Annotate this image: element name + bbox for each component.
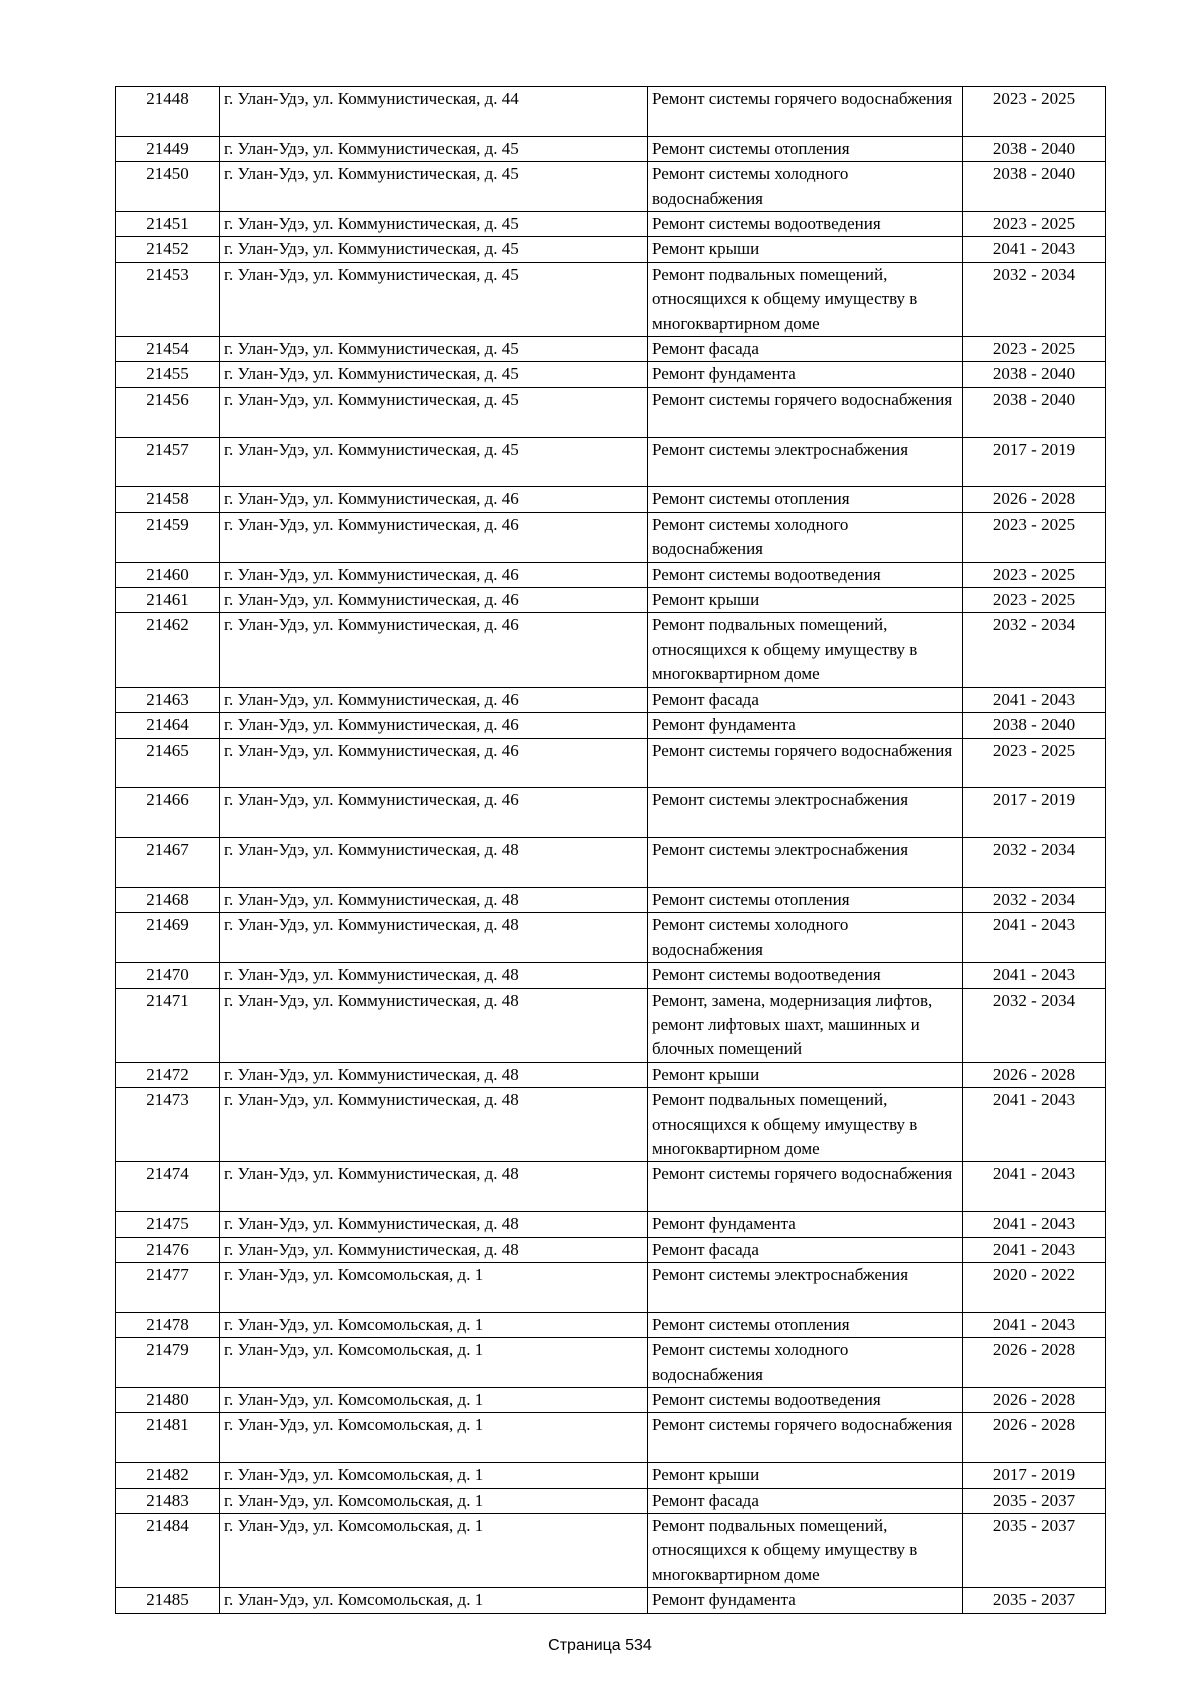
work-type-cell: Ремонт системы горячего водоснабжения: [648, 1413, 963, 1463]
work-type-cell: Ремонт крыши: [648, 588, 963, 613]
table-row: [116, 162, 1106, 212]
table-row: [116, 738, 1106, 788]
work-type-cell: Ремонт крыши: [648, 1463, 963, 1488]
period-cell: 2023 - 2025: [963, 738, 1106, 788]
record-number-cell: 21483: [116, 1488, 220, 1513]
table-row: [116, 562, 1106, 587]
address-cell: г. Улан-Удэ, ул. Комсомольская, д. 1: [220, 1312, 648, 1337]
record-number-cell: 21451: [116, 212, 220, 237]
address-cell: г. Улан-Удэ, ул. Коммунистическая, д. 45: [220, 337, 648, 362]
period-cell: 2038 - 2040: [963, 136, 1106, 161]
record-number-cell: 21450: [116, 162, 220, 212]
record-number-cell: 21461: [116, 588, 220, 613]
page-number: Страница 534: [548, 1637, 652, 1654]
record-number-cell: 21465: [116, 738, 220, 788]
work-type-cell: Ремонт системы отопления: [648, 136, 963, 161]
table-body: [116, 87, 1106, 1614]
table-row: [116, 963, 1106, 988]
work-type-cell: Ремонт подвальных помещений, относящихся к общему имуществу в многоквартирном доме: [648, 613, 963, 687]
record-number-cell: 21462: [116, 613, 220, 687]
period-cell: 2017 - 2019: [963, 1463, 1106, 1488]
address-cell: г. Улан-Удэ, ул. Коммунистическая, д. 48: [220, 1212, 648, 1237]
period-cell: 2023 - 2025: [963, 512, 1106, 562]
address-cell: г. Улан-Удэ, ул. Комсомольская, д. 1: [220, 1463, 648, 1488]
table-row: [116, 1514, 1106, 1588]
address-cell: г. Улан-Удэ, ул. Коммунистическая, д. 44: [220, 87, 648, 137]
address-cell: г. Улан-Удэ, ул. Комсомольская, д. 1: [220, 1588, 648, 1613]
repair-schedule-table: [115, 86, 1106, 1614]
address-cell: г. Улан-Удэ, ул. Коммунистическая, д. 48: [220, 988, 648, 1062]
table-row: [116, 512, 1106, 562]
period-cell: 2041 - 2043: [963, 1088, 1106, 1162]
address-cell: г. Улан-Удэ, ул. Коммунистическая, д. 46: [220, 738, 648, 788]
table-row: [116, 913, 1106, 963]
table-row: [116, 487, 1106, 512]
table-row: [116, 1162, 1106, 1212]
period-cell: 2035 - 2037: [963, 1588, 1106, 1613]
address-cell: г. Улан-Удэ, ул. Коммунистическая, д. 46: [220, 487, 648, 512]
period-cell: 2038 - 2040: [963, 713, 1106, 738]
work-type-cell: Ремонт фасада: [648, 1488, 963, 1513]
record-number-cell: 21471: [116, 988, 220, 1062]
period-cell: 2023 - 2025: [963, 337, 1106, 362]
period-cell: 2038 - 2040: [963, 362, 1106, 387]
address-cell: г. Улан-Удэ, ул. Коммунистическая, д. 46: [220, 713, 648, 738]
address-cell: г. Улан-Удэ, ул. Коммунистическая, д. 46: [220, 512, 648, 562]
record-number-cell: 21467: [116, 838, 220, 888]
address-cell: г. Улан-Удэ, ул. Коммунистическая, д. 45: [220, 136, 648, 161]
address-cell: г. Улан-Удэ, ул. Коммунистическая, д. 48: [220, 1062, 648, 1087]
work-type-cell: Ремонт системы холодного водоснабжения: [648, 162, 963, 212]
record-number-cell: 21457: [116, 437, 220, 487]
record-number-cell: 21456: [116, 387, 220, 437]
work-type-cell: Ремонт фасада: [648, 687, 963, 712]
period-cell: 2023 - 2025: [963, 588, 1106, 613]
table-row: [116, 362, 1106, 387]
record-number-cell: 21484: [116, 1514, 220, 1588]
address-cell: г. Улан-Удэ, ул. Коммунистическая, д. 48: [220, 1088, 648, 1162]
table-row: [116, 988, 1106, 1062]
table-row: [116, 613, 1106, 687]
table-row: [116, 1463, 1106, 1488]
period-cell: 2023 - 2025: [963, 87, 1106, 137]
period-cell: 2035 - 2037: [963, 1514, 1106, 1588]
record-number-cell: 21464: [116, 713, 220, 738]
table-row: [116, 262, 1106, 336]
table-row: [116, 1588, 1106, 1613]
table-row: [116, 387, 1106, 437]
address-cell: г. Улан-Удэ, ул. Коммунистическая, д. 46: [220, 588, 648, 613]
work-type-cell: Ремонт подвальных помещений, относящихся к общему имуществу в многоквартирном доме: [648, 1514, 963, 1588]
work-type-cell: Ремонт системы электроснабжения: [648, 838, 963, 888]
table-row: [116, 838, 1106, 888]
work-type-cell: Ремонт фасада: [648, 1237, 963, 1262]
work-type-cell: Ремонт системы электроснабжения: [648, 1262, 963, 1312]
table-row: [116, 1312, 1106, 1337]
work-type-cell: Ремонт системы водоотведения: [648, 963, 963, 988]
work-type-cell: Ремонт системы водоотведения: [648, 1388, 963, 1413]
record-number-cell: 21473: [116, 1088, 220, 1162]
period-cell: 2041 - 2043: [963, 913, 1106, 963]
period-cell: 2032 - 2034: [963, 262, 1106, 336]
work-type-cell: Ремонт системы горячего водоснабжения: [648, 738, 963, 788]
record-number-cell: 21474: [116, 1162, 220, 1212]
record-number-cell: 21468: [116, 887, 220, 912]
work-type-cell: Ремонт подвальных помещений, относящихся к общему имуществу в многоквартирном доме: [648, 1088, 963, 1162]
record-number-cell: 21463: [116, 687, 220, 712]
record-number-cell: 21458: [116, 487, 220, 512]
work-type-cell: Ремонт системы холодного водоснабжения: [648, 512, 963, 562]
record-number-cell: 21470: [116, 963, 220, 988]
address-cell: г. Улан-Удэ, ул. Коммунистическая, д. 46: [220, 788, 648, 838]
address-cell: г. Улан-Удэ, ул. Комсомольская, д. 1: [220, 1413, 648, 1463]
table-row: [116, 687, 1106, 712]
period-cell: 2026 - 2028: [963, 487, 1106, 512]
record-number-cell: 21481: [116, 1413, 220, 1463]
table-row: [116, 337, 1106, 362]
table-row: [116, 1237, 1106, 1262]
work-type-cell: Ремонт системы отопления: [648, 1312, 963, 1337]
work-type-cell: Ремонт системы холодного водоснабжения: [648, 1338, 963, 1388]
work-type-cell: Ремонт фундамента: [648, 1588, 963, 1613]
address-cell: г. Улан-Удэ, ул. Коммунистическая, д. 48: [220, 1237, 648, 1262]
period-cell: 2026 - 2028: [963, 1388, 1106, 1413]
period-cell: 2017 - 2019: [963, 788, 1106, 838]
address-cell: г. Улан-Удэ, ул. Комсомольская, д. 1: [220, 1388, 648, 1413]
record-number-cell: 21476: [116, 1237, 220, 1262]
address-cell: г. Улан-Удэ, ул. Комсомольская, д. 1: [220, 1338, 648, 1388]
work-type-cell: Ремонт системы горячего водоснабжения: [648, 387, 963, 437]
work-type-cell: Ремонт фасада: [648, 337, 963, 362]
address-cell: г. Улан-Удэ, ул. Коммунистическая, д. 46: [220, 687, 648, 712]
address-cell: г. Улан-Удэ, ул. Коммунистическая, д. 46: [220, 562, 648, 587]
work-type-cell: Ремонт системы водоотведения: [648, 562, 963, 587]
table-row: [116, 887, 1106, 912]
record-number-cell: 21469: [116, 913, 220, 963]
record-number-cell: 21475: [116, 1212, 220, 1237]
address-cell: г. Улан-Удэ, ул. Коммунистическая, д. 48: [220, 887, 648, 912]
period-cell: 2041 - 2043: [963, 1237, 1106, 1262]
address-cell: г. Улан-Удэ, ул. Коммунистическая, д. 48: [220, 838, 648, 888]
record-number-cell: 21477: [116, 1262, 220, 1312]
address-cell: г. Улан-Удэ, ул. Коммунистическая, д. 45: [220, 212, 648, 237]
table-row: [116, 136, 1106, 161]
table-row: [116, 1488, 1106, 1513]
record-number-cell: 21478: [116, 1312, 220, 1337]
table-row: [116, 1062, 1106, 1087]
work-type-cell: Ремонт системы водоотведения: [648, 212, 963, 237]
period-cell: 2026 - 2028: [963, 1413, 1106, 1463]
table-row: [116, 237, 1106, 262]
table-row: [116, 788, 1106, 838]
record-number-cell: 21485: [116, 1588, 220, 1613]
period-cell: 2032 - 2034: [963, 887, 1106, 912]
period-cell: 2032 - 2034: [963, 613, 1106, 687]
period-cell: 2041 - 2043: [963, 237, 1106, 262]
work-type-cell: Ремонт системы холодного водоснабжения: [648, 913, 963, 963]
address-cell: г. Улан-Удэ, ул. Коммунистическая, д. 45: [220, 162, 648, 212]
address-cell: г. Улан-Удэ, ул. Коммунистическая, д. 45: [220, 262, 648, 336]
record-number-cell: 21479: [116, 1338, 220, 1388]
work-type-cell: Ремонт системы отопления: [648, 487, 963, 512]
address-cell: г. Улан-Удэ, ул. Комсомольская, д. 1: [220, 1262, 648, 1312]
period-cell: 2032 - 2034: [963, 838, 1106, 888]
table-row: [116, 1212, 1106, 1237]
table-row: [116, 1262, 1106, 1312]
table-row: [116, 87, 1106, 137]
record-number-cell: 21452: [116, 237, 220, 262]
work-type-cell: Ремонт системы электроснабжения: [648, 788, 963, 838]
period-cell: 2041 - 2043: [963, 1162, 1106, 1212]
period-cell: 2038 - 2040: [963, 162, 1106, 212]
table-row: [116, 1338, 1106, 1388]
period-cell: 2026 - 2028: [963, 1062, 1106, 1087]
work-type-cell: Ремонт крыши: [648, 237, 963, 262]
table-row: [116, 1088, 1106, 1162]
period-cell: 2041 - 2043: [963, 1212, 1106, 1237]
work-type-cell: Ремонт системы горячего водоснабжения: [648, 87, 963, 137]
table-row: [116, 212, 1106, 237]
record-number-cell: 21453: [116, 262, 220, 336]
address-cell: г. Улан-Удэ, ул. Коммунистическая, д. 45: [220, 437, 648, 487]
period-cell: 2023 - 2025: [963, 212, 1106, 237]
record-number-cell: 21459: [116, 512, 220, 562]
table-row: [116, 713, 1106, 738]
record-number-cell: 21460: [116, 562, 220, 587]
period-cell: 2023 - 2025: [963, 562, 1106, 587]
table-row: [116, 588, 1106, 613]
table-row: [116, 437, 1106, 487]
work-type-cell: Ремонт, замена, модернизация лифтов, ремонт лифтовых шахт, машинных и блочных помещений: [648, 988, 963, 1062]
address-cell: г. Улан-Удэ, ул. Комсомольская, д. 1: [220, 1514, 648, 1588]
period-cell: 2032 - 2034: [963, 988, 1106, 1062]
record-number-cell: 21454: [116, 337, 220, 362]
address-cell: г. Улан-Удэ, ул. Комсомольская, д. 1: [220, 1488, 648, 1513]
record-number-cell: 21472: [116, 1062, 220, 1087]
record-number-cell: 21449: [116, 136, 220, 161]
work-type-cell: Ремонт системы горячего водоснабжения: [648, 1162, 963, 1212]
address-cell: г. Улан-Удэ, ул. Коммунистическая, д. 48: [220, 913, 648, 963]
period-cell: 2041 - 2043: [963, 687, 1106, 712]
table-row: [116, 1388, 1106, 1413]
address-cell: г. Улан-Удэ, ул. Коммунистическая, д. 45: [220, 387, 648, 437]
record-number-cell: 21448: [116, 87, 220, 137]
period-cell: 2035 - 2037: [963, 1488, 1106, 1513]
work-type-cell: Ремонт системы электроснабжения: [648, 437, 963, 487]
table-row: [116, 1413, 1106, 1463]
work-type-cell: Ремонт фундамента: [648, 713, 963, 738]
period-cell: 2041 - 2043: [963, 963, 1106, 988]
work-type-cell: Ремонт подвальных помещений, относящихся к общему имуществу в многоквартирном доме: [648, 262, 963, 336]
work-type-cell: Ремонт крыши: [648, 1062, 963, 1087]
address-cell: г. Улан-Удэ, ул. Коммунистическая, д. 48: [220, 1162, 648, 1212]
period-cell: 2017 - 2019: [963, 437, 1106, 487]
period-cell: 2026 - 2028: [963, 1338, 1106, 1388]
work-type-cell: Ремонт системы отопления: [648, 887, 963, 912]
period-cell: 2038 - 2040: [963, 387, 1106, 437]
period-cell: 2020 - 2022: [963, 1262, 1106, 1312]
record-number-cell: 21482: [116, 1463, 220, 1488]
period-cell: 2041 - 2043: [963, 1312, 1106, 1337]
work-type-cell: Ремонт фундамента: [648, 362, 963, 387]
record-number-cell: 21480: [116, 1388, 220, 1413]
address-cell: г. Улан-Удэ, ул. Коммунистическая, д. 45: [220, 237, 648, 262]
record-number-cell: 21466: [116, 788, 220, 838]
record-number-cell: 21455: [116, 362, 220, 387]
work-type-cell: Ремонт фундамента: [648, 1212, 963, 1237]
address-cell: г. Улан-Удэ, ул. Коммунистическая, д. 46: [220, 613, 648, 687]
address-cell: г. Улан-Удэ, ул. Коммунистическая, д. 48: [220, 963, 648, 988]
address-cell: г. Улан-Удэ, ул. Коммунистическая, д. 45: [220, 362, 648, 387]
